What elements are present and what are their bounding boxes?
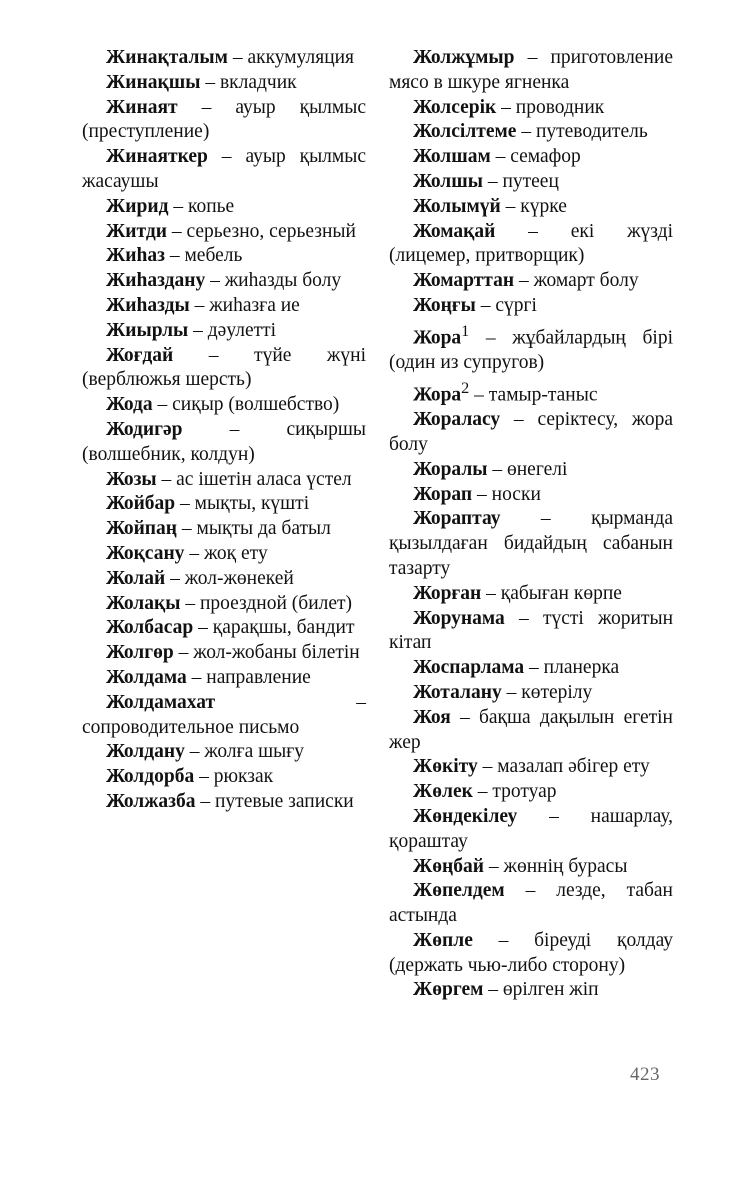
dictionary-entry (82, 244, 366, 269)
entry-headword: Жомарттан (413, 270, 515, 292)
entry-definition: жол-жөнекей (184, 567, 294, 589)
entry-headword: Жолымүй (413, 195, 501, 217)
entry-definition: ауыр қылмыс жасаушы (82, 146, 367, 192)
dictionary-entry (82, 666, 366, 691)
entry-separator: – (195, 790, 215, 812)
entry-headword: Жолай (106, 567, 166, 589)
entry-separator: – (495, 220, 571, 242)
entry-definition: сиқыр (волшебство) (172, 394, 340, 416)
entry-separator: – (501, 681, 522, 703)
entry-definition: біреуді қолдау (держать чью-либо сторону) (389, 929, 674, 976)
dictionary-entry (82, 765, 366, 790)
entry-headword: Жиырлы (106, 319, 189, 341)
entry-separator: – (472, 483, 492, 505)
entry-definition: көтерілу (521, 681, 593, 703)
dictionary-entry (82, 145, 366, 195)
entry-headword: Жөңбай (413, 855, 485, 877)
dictionary-entry (389, 170, 673, 195)
entry-definition: сопроводительное письмо (82, 716, 300, 738)
entry-separator: – (164, 245, 185, 267)
dictionary-entry (389, 582, 673, 607)
entry-definition: жомарт болу (533, 270, 639, 292)
entry-headword: Жораптау (413, 508, 501, 530)
entry-definition: сиқыршы (волшебник, колдун) (82, 418, 366, 465)
entry-headword: Жодигәр (106, 418, 183, 440)
entry-headword: Жолшы (413, 170, 483, 192)
entry-definition: приготовление мясо в шкуре ягненка (389, 47, 673, 93)
entry-separator: – (156, 468, 177, 490)
dictionary-entry (389, 656, 673, 681)
entry-definition: вкладчик (219, 71, 297, 93)
entry-separator: – (200, 71, 220, 93)
entry-definition: мықты да батыл (196, 518, 331, 540)
entry-separator: – (177, 518, 197, 540)
entry-headword: Жолшам (413, 146, 491, 168)
entry-definition: проводник (515, 96, 605, 118)
entry-definition: сүргі (495, 294, 537, 316)
entry-separator: – (215, 691, 366, 713)
entry-headword: Жолдамахат (106, 691, 216, 713)
dictionary-entry (82, 269, 366, 294)
entry-headword: Жоқсану (106, 542, 185, 564)
dictionary-entry (82, 641, 366, 666)
entry-separator: – (500, 508, 592, 530)
dictionary-entry (389, 319, 673, 376)
entry-separator: – (487, 458, 507, 480)
entry-separator: – (475, 294, 496, 316)
dictionary-entry (389, 805, 673, 855)
page-number: 423 (630, 1064, 660, 1085)
entry-definition: ауыр қылмыс (преступление) (82, 96, 367, 143)
dictionary-entry (389, 706, 673, 756)
dictionary-entry (82, 542, 366, 567)
dictionary-entry (389, 408, 673, 458)
dictionary-entry (82, 567, 366, 592)
entry-definition: носки (491, 483, 541, 505)
left-column (82, 46, 366, 815)
entry-definition: мебель (184, 245, 243, 267)
dictionary-entry (389, 681, 673, 706)
dictionary-entry (389, 483, 673, 508)
entry-definition: мықты, күшті (194, 493, 310, 515)
entry-separator: – (205, 270, 225, 292)
entry-separator: – (188, 319, 208, 341)
entry-separator: – (524, 657, 544, 679)
dictionary-entry (82, 294, 366, 319)
dictionary-entry (82, 319, 366, 344)
entry-separator: – (496, 96, 516, 118)
entry-headword: Жора (413, 327, 462, 349)
entry-separator: – (483, 979, 503, 1001)
entry-separator: – (514, 270, 534, 292)
entry-separator: – (517, 805, 591, 827)
entry-separator: – (165, 567, 185, 589)
entry-definition: бақша дақылын егетін жер (389, 706, 673, 753)
entry-headword: Жозы (106, 468, 157, 490)
entry-headword: Жолжұмыр (413, 47, 515, 68)
entry-definition: қарақшы, бандит (212, 617, 355, 639)
entry-headword: Жолақы (106, 592, 181, 614)
entry-definition: путеец (502, 170, 559, 192)
entry-headword: Жода (106, 394, 153, 416)
entry-definition: түсті жоритын кітап (389, 607, 673, 654)
entry-headword: Жолсерік (413, 96, 497, 118)
dictionary-entry (82, 393, 366, 418)
entry-separator: – (173, 344, 255, 366)
entry-definition: лезде, табан астында (389, 880, 673, 927)
entry-definition: копье (187, 195, 235, 217)
entry-definition: қырманда қызылдаған бидайдың сабанын тазарту (389, 508, 673, 579)
entry-definition: жол-жобаны білетін (193, 642, 360, 664)
dictionary-entry (389, 269, 673, 294)
entry-definition: жөннің бурасы (503, 855, 628, 877)
entry-definition: путевые записки (214, 790, 354, 812)
entry-headword: Жойпаң (106, 518, 178, 540)
dictionary-entry (82, 344, 366, 394)
entry-headword: Жоралы (413, 458, 488, 480)
entry-headword: Жөкіту (413, 756, 478, 778)
entry-separator: – (182, 418, 287, 440)
entry-headword: Жолсілтеме (413, 121, 517, 143)
dictionary-entry (389, 755, 673, 780)
entry-headword: Жөлек (413, 781, 473, 803)
dictionary-entry (82, 517, 366, 542)
entry-definition: нашарлау, қораштау (389, 805, 673, 852)
entry-separator: – (152, 394, 173, 416)
entry-separator: – (472, 929, 535, 951)
entry-headword: Жоталану (413, 681, 502, 703)
dictionary-entry (82, 195, 366, 220)
entry-separator: – (177, 96, 236, 118)
entry-definition: планерка (543, 657, 620, 679)
entry-definition: өнегелі (507, 458, 568, 480)
entry-separator: – (184, 741, 205, 763)
entry-definition: дәулетті (207, 319, 277, 341)
entry-definition: тротуар (492, 781, 557, 803)
right-column (389, 46, 673, 1003)
entry-definition: жоқ ету (203, 542, 268, 564)
entry-separator: – (194, 766, 214, 788)
dictionary-entry (82, 790, 366, 815)
entry-separator: – (469, 327, 513, 349)
entry-headword: Жораласу (413, 409, 501, 431)
dictionary-entry (389, 46, 673, 96)
entry-definition: путеводитель (535, 121, 648, 143)
entry-definition: мазалап әбігер ету (497, 756, 650, 778)
entry-separator: – (514, 47, 551, 68)
entry-separator: – (477, 756, 498, 778)
entry-separator: – (175, 493, 195, 515)
dictionary-entry (82, 418, 366, 468)
entry-separator: – (472, 781, 493, 803)
entry-separator: – (193, 617, 213, 639)
entry-definition: проездной (билет) (199, 592, 353, 614)
entry-headword: Жөпле (413, 929, 473, 951)
dictionary-entry (389, 220, 673, 270)
entry-separator: – (168, 195, 188, 217)
dictionary-entry (389, 195, 673, 220)
entry-definition: қабыған көрпе (500, 582, 622, 604)
dictionary-entry (82, 592, 366, 617)
dictionary-entry (389, 929, 673, 979)
entry-headword: Жолгөр (106, 642, 174, 664)
entry-separator: – (481, 582, 501, 604)
dictionary-entry (82, 691, 366, 741)
dictionary-entry (389, 507, 673, 581)
entry-headword: Жоя (413, 706, 451, 728)
dictionary-entry (82, 468, 366, 493)
entry-headword: Жинаят (106, 96, 178, 118)
entry-definition: серьезно, серьезный (186, 220, 356, 242)
dictionary-entry (389, 780, 673, 805)
entry-headword: Жолбасар (106, 617, 194, 639)
entry-definition: направление (206, 666, 311, 688)
entry-separator: – (184, 542, 204, 564)
homonym-number: 1 (461, 321, 470, 340)
entry-definition: түйе жүні (верблюжья шерсть) (82, 344, 366, 391)
entry-headword: Жирид (106, 195, 169, 217)
entry-headword: Жинаяткер (106, 146, 208, 168)
entry-headword: Жоңғы (413, 294, 476, 316)
entry-separator: – (166, 220, 187, 242)
dictionary-entry (389, 96, 673, 121)
entry-headword: Житди (106, 220, 167, 242)
entry-definition: рюкзак (213, 766, 274, 788)
entry-definition: жолға шығу (204, 741, 304, 763)
entry-separator: – (186, 666, 207, 688)
entry-headword: Жолдорба (106, 766, 195, 788)
entry-definition: жиһазға ие (209, 294, 300, 316)
entry-definition: жиһазды болу (224, 270, 342, 292)
entry-headword: Жолдама (106, 666, 187, 688)
dictionary-entry (82, 96, 366, 146)
entry-headword: Жиһаздану (106, 270, 206, 292)
dictionary-entry (82, 46, 366, 71)
entry-separator: – (189, 294, 210, 316)
dictionary-entry (82, 492, 366, 517)
entry-headword: Жоспарлама (413, 657, 525, 679)
entry-headword: Жорунама (413, 607, 505, 629)
entry-definition: күрке (520, 195, 567, 217)
entry-separator: – (500, 195, 521, 217)
dictionary-entry (389, 879, 673, 929)
entry-headword: Жойбар (106, 493, 176, 515)
dictionary-entry (389, 458, 673, 483)
entry-separator: – (500, 409, 538, 431)
dictionary-entry (82, 71, 366, 96)
entry-definition: аккумуляция (247, 47, 355, 68)
entry-separator: – (207, 146, 246, 168)
entry-headword: Жинақшы (106, 71, 201, 93)
dictionary-entry (82, 220, 366, 245)
entry-definition: тамыр-таныс (488, 384, 598, 406)
dictionary-entry (389, 978, 673, 1003)
entry-separator: – (469, 384, 489, 406)
entry-headword: Жиһаз (106, 245, 165, 267)
entry-separator: – (482, 170, 503, 192)
entry-definition: өрілген жіп (502, 979, 599, 1001)
entry-separator: – (450, 706, 479, 728)
entry-headword: Жора (413, 384, 462, 406)
entry-separator: – (490, 146, 511, 168)
dictionary-entry (82, 616, 366, 641)
entry-separator: – (516, 121, 536, 143)
entry-headword: Жөпелдем (413, 880, 505, 902)
entry-headword: Жоғдай (106, 344, 174, 366)
dictionary-entry (389, 294, 673, 319)
entry-separator: – (180, 592, 200, 614)
entry-headword: Жөргем (413, 979, 484, 1001)
entry-separator: – (504, 880, 557, 902)
dictionary-entry (389, 855, 673, 880)
entry-headword: Жиһазды (106, 294, 190, 316)
entry-headword: Жорап (413, 483, 473, 505)
entry-definition: екі жүзді (лицемер, притворщик) (389, 220, 673, 267)
entry-headword: Жолжазба (106, 790, 196, 812)
entry-definition: ас ішетін аласа үстел (176, 468, 352, 490)
entry-separator: – (504, 607, 543, 629)
entry-definition: серіктесу, жора болу (389, 409, 674, 455)
dictionary-entry (82, 740, 366, 765)
dictionary-entry (389, 376, 673, 408)
entry-headword: Жомақай (413, 220, 496, 242)
entry-definition: семафор (510, 146, 581, 168)
entry-headword: Жорған (413, 582, 482, 604)
entry-definition: жұбайлардың бірі (один из супругов) (389, 327, 673, 374)
dictionary-entry (389, 120, 673, 145)
entry-headword: Жинақталым (106, 47, 228, 68)
homonym-number: 2 (461, 378, 470, 397)
entry-headword: Жолдану (106, 741, 185, 763)
dictionary-entry (389, 145, 673, 170)
dictionary-entry (389, 607, 673, 657)
entry-headword: Жөндекілеу (413, 805, 518, 827)
entry-separator: – (173, 642, 194, 664)
entry-separator: – (227, 47, 248, 68)
entry-separator: – (484, 855, 504, 877)
